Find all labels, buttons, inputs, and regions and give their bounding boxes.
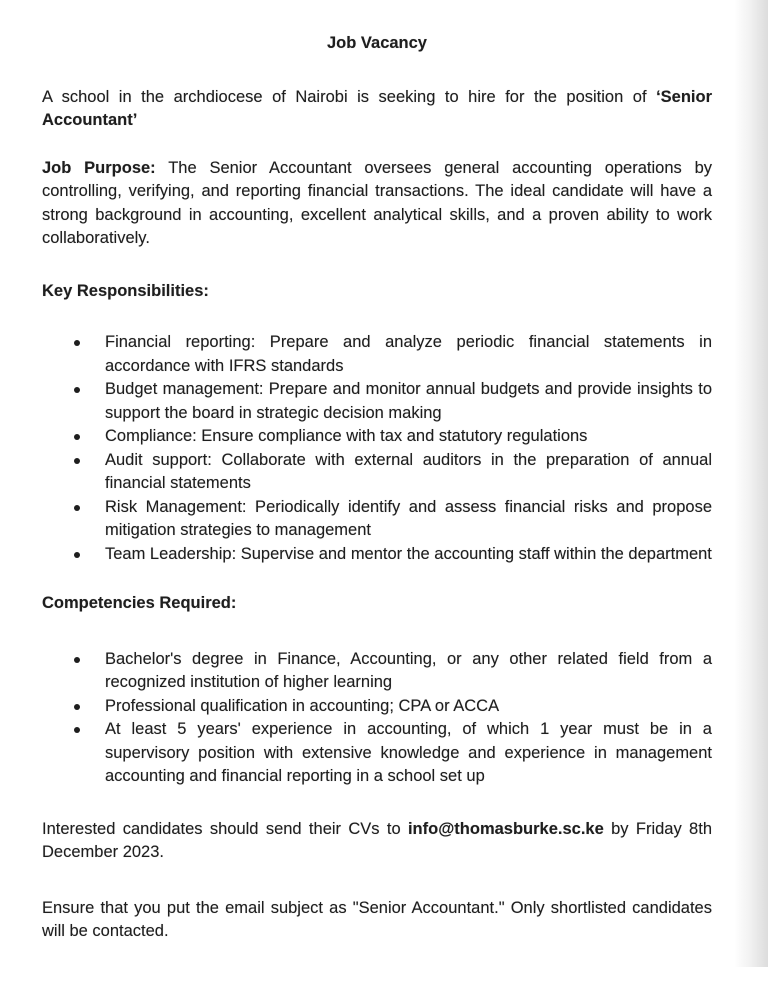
position-title: ‘Senior Accountant’	[42, 87, 712, 129]
page-title: Job Vacancy	[327, 34, 427, 52]
email-address: info@thomasburke.sc.ke	[407, 819, 604, 838]
job-purpose-label: Job Purpose:	[42, 158, 156, 177]
intro-text: A school in the archdiocese of Nairobi is seeking to hire for the position of	[42, 87, 657, 106]
intro-paragraph	[42, 86, 712, 133]
list-item	[42, 425, 712, 449]
list-item-text: Financial reporting: Prepare and analyze periodic financial statements in accordance with IFRS standards	[105, 333, 712, 375]
list-item-text: Professional qualification in accounting; CPA or ACCA	[105, 696, 500, 715]
bullet-icon	[74, 434, 80, 440]
list-item	[42, 449, 712, 496]
bullet-icon	[74, 340, 80, 346]
competencies-list	[42, 648, 712, 789]
list-item	[42, 496, 712, 543]
job-purpose-text: The Senior Accountant oversees general accounting operations by controlling, verifying, and reporting financial transactions. The ideal candidate will have a strong background in accounting, excellent analytical skills, and a proven ability to work collaboratively.	[42, 158, 712, 247]
list-item	[42, 543, 712, 567]
bullet-icon	[74, 387, 80, 393]
list-item	[42, 695, 712, 719]
application-text-before: Interested candidates should send their CVs to	[42, 819, 408, 838]
list-item	[42, 718, 712, 789]
bullet-icon	[74, 552, 80, 558]
application-paragraph	[42, 818, 712, 865]
list-item	[42, 378, 712, 425]
application-text-after: by Friday 8th December 2023.	[42, 819, 712, 861]
list-item-text: Team Leadership: Supervise and mentor the accounting staff within the department	[105, 544, 712, 563]
job-purpose-paragraph	[42, 157, 712, 251]
key-responsibilities-heading: Key Responsibilities:	[42, 281, 209, 300]
bullet-icon	[74, 458, 80, 464]
list-item-text: Risk Management: Periodically identify and assess financial risks and propose mitigation strategies to management	[105, 497, 712, 539]
list-item-text: Budget management: Prepare and monitor annual budgets and provide insights to support the board in strategic decision making	[105, 380, 712, 422]
subject-note-paragraph: Ensure that you put the email subject as "Senior Accountant." Only shortlisted candidates will be contacted.	[42, 898, 712, 940]
list-item-text: Audit support: Collaborate with external auditors in the preparation of annual financial statements	[105, 450, 712, 492]
list-item	[42, 331, 712, 378]
bullet-icon	[74, 505, 80, 511]
list-item-text: Compliance: Ensure compliance with tax and statutory regulations	[105, 427, 588, 445]
bullet-icon	[74, 657, 80, 663]
list-item	[42, 648, 712, 695]
bullet-icon	[74, 704, 80, 710]
competencies-heading: Competencies Required:	[42, 594, 237, 612]
list-item-text: Bachelor's degree in Finance, Accounting, or any other related field from a recognized institution of higher learning	[105, 649, 712, 691]
key-responsibilities-list	[42, 331, 712, 566]
bullet-icon	[74, 727, 80, 733]
list-item-text: At least 5 years' experience in accounting, of which 1 year must be in a supervisory position with extensive knowledge and experience in management accounting and financial reporting in a school set up	[105, 720, 712, 785]
